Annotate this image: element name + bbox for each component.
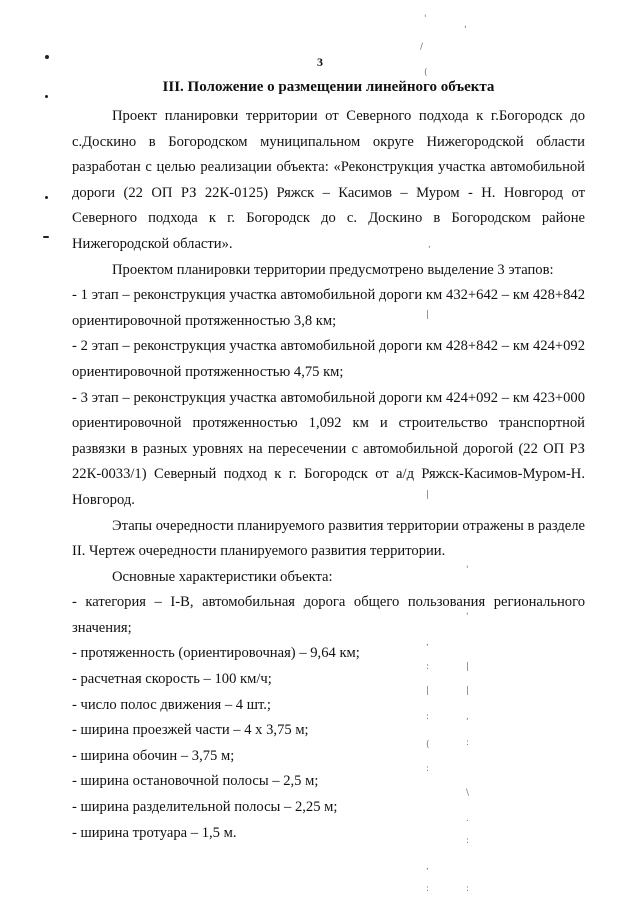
list-item-stopping-lane-width: - ширина остановочной полосы – 2,5 м; [72,773,319,790]
paragraph-stages-intro: Проектом планировки территории предусмотрено выделение 3 этапов: [112,261,554,278]
list-item-stage-3: - 3 этап – реконструкция участка автомобильной дороги км 424+092 – км 423+000 ориентировочной протяженностью 1,092 км и строительство транспортной развязки в разных уровнях на пересечении с автомобильной дорогой (22 ОП РЗ 22К-0033/1) Северный подход к г. Богородск от а/д Ряжск-Касимов-Муром-Н. Новгород. [72,389,585,508]
scan-speck: , [426,862,429,872]
list-item-design-speed: - расчетная скорость – 100 км/ч; [72,671,272,688]
scan-speck: : [466,884,470,894]
scan-mark [45,196,48,199]
section-title: III. Положение о размещении линейного объекта [162,79,495,95]
scan-speck: : [426,662,430,672]
scan-speck: . [466,814,469,824]
scan-speck: : [466,836,470,846]
scan-speck: : [426,764,430,774]
list-item-sidewalk-width: - ширина тротуара – 1,5 м. [72,824,237,841]
scan-mark [45,55,49,59]
list-item-stage-1: - 1 этап – реконструкция участка автомобильной дороги км 432+642 – км 428+842 ориентировочной протяженностью 3,8 км; [72,287,585,329]
scan-speck: ( [424,68,428,78]
scan-speck: : [466,738,470,748]
paragraph-characteristics-intro: Основные характеристики объекта: [112,568,333,585]
list-item-median-width: - ширина разделительной полосы – 2,25 м; [72,799,338,816]
list-item-shoulder-width: - ширина обочин – 3,75 м; [72,747,235,764]
scan-speck: \ [466,788,470,798]
scan-speck: , [428,240,431,250]
list-item-lanes: - число полос движения – 4 шт.; [72,696,271,713]
list-item-stage-2: - 2 этап – реконструкция участка автомобильной дороги км 428+842 – км 424+092 ориентировочной протяженностью 4,75 км; [72,338,585,380]
scan-speck: : [426,712,430,722]
scan-speck: | [466,662,470,672]
scan-speck: ' [466,565,469,575]
scan-speck: : [426,884,430,894]
scan-speck: ( [426,740,430,750]
paragraph-project-purpose: Проект планировки территории от Северного подхода к г.Богородск до с.Доскино в Богородском муниципальном округе Нижегородской области разработан с целью реализации объекта: «Реконструкция участка автомобильной дороги (22 ОП РЗ 22К-0125) Ряжск – Касимов – Муром - Н. Новгород от Северного подхода к г. Богородск до с. Доскино в Богородском районе Нижегородской области». [72,108,585,252]
scan-mark [43,236,49,238]
paragraph-stages-reference: Этапы очередности планируемого развития территории отражены в разделе II. Чертеж очередности планируемого развития территории. [72,517,585,560]
scan-speck: ' [466,612,469,622]
document-body [72,104,585,846]
scan-speck: , [464,20,467,30]
scan-mark [45,95,48,98]
scan-speck: , [466,712,469,722]
list-item-category: - категория – I-В, автомобильная дорога общего пользования регионального значения; [72,594,585,636]
scan-speck: | [466,686,470,696]
page-number: 3 [317,55,323,69]
scan-speck: | [426,686,430,696]
scan-speck: / [420,42,424,52]
scan-speck: , [426,638,429,648]
scan-speck: ' [424,14,427,24]
scan-speck: | [426,310,430,320]
scan-speck: | [426,490,430,500]
list-item-carriageway-width: - ширина проезжей части – 4 х 3,75 м; [72,722,309,739]
list-item-length: - протяженность (ориентировочная) – 9,64 км; [72,645,360,662]
